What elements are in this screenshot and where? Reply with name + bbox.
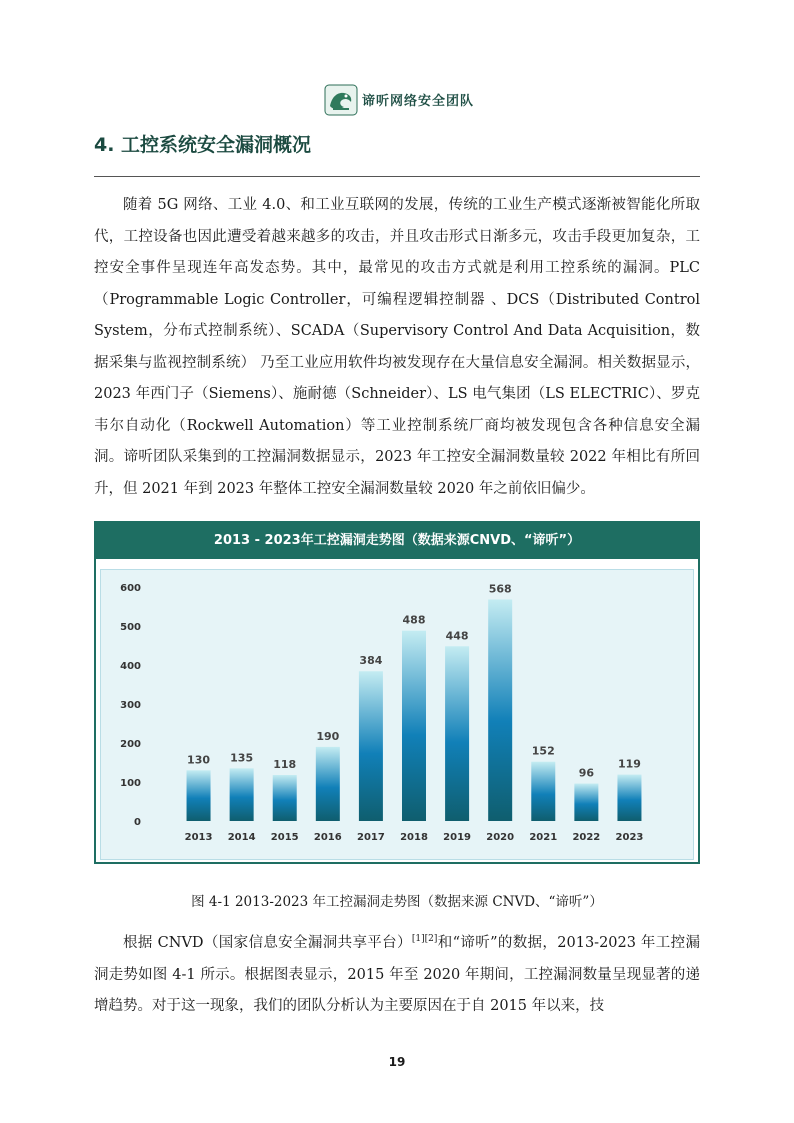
bar-2023 bbox=[617, 775, 641, 821]
bar-value-label: 384 bbox=[359, 654, 383, 668]
x-tick-label: 2017 bbox=[356, 832, 385, 843]
bar-value-label: 448 bbox=[445, 629, 469, 643]
x-tick-label: 2019 bbox=[443, 832, 472, 843]
bar-2022 bbox=[574, 784, 598, 821]
section-title: 4. 工控系统安全漏洞概况 bbox=[94, 134, 312, 156]
x-tick-label: 2015 bbox=[270, 832, 299, 843]
bar-2015 bbox=[273, 775, 297, 821]
page-number: 19 bbox=[388, 1055, 406, 1069]
bar-value-label: 96 bbox=[578, 766, 595, 780]
bar-value-label: 190 bbox=[316, 729, 340, 743]
x-tick-label: 2013 bbox=[184, 832, 213, 843]
title-divider bbox=[94, 176, 700, 177]
y-tick-label: 200 bbox=[120, 739, 141, 750]
body-paragraph-1: 随着 5G 网络、工业 4.0、和工业互联网的发展，传统的工业生产模式逐渐被智能化所取代，工控设备也因此遭受着越来越多的攻击，并且攻击形式日渐多元，攻击手段更加复杂，工控安全事件呈现连年高发态势。其中，最常见的攻击方式就是利用工控系统的漏洞。PLC（Programmable Logic Controller，可编程逻辑控制器 、DCS（Distributed Control System，分布式控制系统）、SCADA（Supervisory Control And Data Acquisition，数据采集与监视控制系统） 乃至工业应用软件均被发现存在大量信息安全漏洞。相关数据显示，2023 年西门子（Siemens）、施耐德（Schneider）、LS 电气集团（LS ELECTRIC）、罗克韦尔自动化（Rockwell Automation）等工业控制系统厂商均被发现包含各种信息安全漏洞。谛听团队采集到的工控漏洞数据显示，2023 年工控安全漏洞数量较 2022 年相比有所回升，但 2021 年到 2023 年整体工控安全漏洞数量较 2020 年之前依旧偏少。 bbox=[94, 197, 700, 497]
bar-chart bbox=[101, 570, 695, 861]
bar-2014 bbox=[230, 768, 254, 821]
x-tick-label: 2022 bbox=[572, 832, 601, 843]
x-tick-label: 2018 bbox=[400, 832, 428, 843]
bar-2016 bbox=[316, 747, 340, 821]
chart-frame bbox=[94, 521, 700, 864]
x-tick-label: 2021 bbox=[529, 832, 558, 843]
body-paragraph-2 bbox=[94, 928, 700, 1023]
y-tick-label: 0 bbox=[134, 817, 141, 828]
bar-value-label: 135 bbox=[230, 751, 254, 765]
paragraph-2-text-a: 根据 CNVD（国家信息安全漏洞共享平台） bbox=[123, 935, 412, 951]
x-tick-label: 2023 bbox=[615, 832, 644, 843]
chart-plot-area bbox=[100, 569, 694, 860]
bar-value-label: 568 bbox=[488, 582, 512, 596]
y-tick-label: 600 bbox=[120, 583, 141, 594]
page-header bbox=[0, 80, 794, 120]
bar-2017 bbox=[359, 671, 383, 821]
citation-reference[interactable]: [1][2] bbox=[411, 934, 438, 944]
x-tick-label: 2016 bbox=[313, 832, 342, 843]
x-tick-label: 2014 bbox=[227, 832, 256, 843]
bar-value-label: 118 bbox=[273, 757, 297, 771]
y-tick-label: 400 bbox=[120, 661, 141, 672]
y-tick-label: 100 bbox=[120, 778, 141, 789]
bar-2020 bbox=[488, 599, 512, 821]
bar-2018 bbox=[402, 631, 426, 821]
bar-value-label: 130 bbox=[187, 753, 211, 767]
bar-value-label: 488 bbox=[402, 613, 426, 627]
bar-value-label: 119 bbox=[617, 757, 641, 771]
bar-2019 bbox=[445, 646, 469, 821]
paragraph-2-text-b: 和“谛听”的数据，2013-2023 年工控漏洞走势如图 4-1 所示。根据图表显示，2015 年至 2020 年期间，工控漏洞数量呈现显著的递增趋势。对于这一现象，我们的团队分析认为主要原因在于自 2015 年以来，技 bbox=[94, 935, 700, 1014]
chart-title: 2013 - 2023年工控漏洞走势图（数据来源CNVD、“谛听”） bbox=[96, 523, 698, 559]
x-tick-label: 2020 bbox=[486, 832, 515, 843]
bar-value-label: 152 bbox=[531, 744, 555, 758]
dragon-logo-icon bbox=[324, 84, 358, 116]
figure-caption: 图 4-1 2013-2023 年工控漏洞走势图（数据来源 CNVD、“谛听”） bbox=[191, 894, 603, 910]
y-tick-label: 300 bbox=[120, 700, 141, 711]
y-tick-label: 500 bbox=[120, 622, 141, 633]
brand-name: 谛听网络安全团队 bbox=[362, 94, 475, 109]
bar-2021 bbox=[531, 762, 555, 821]
bar-2013 bbox=[187, 770, 211, 821]
